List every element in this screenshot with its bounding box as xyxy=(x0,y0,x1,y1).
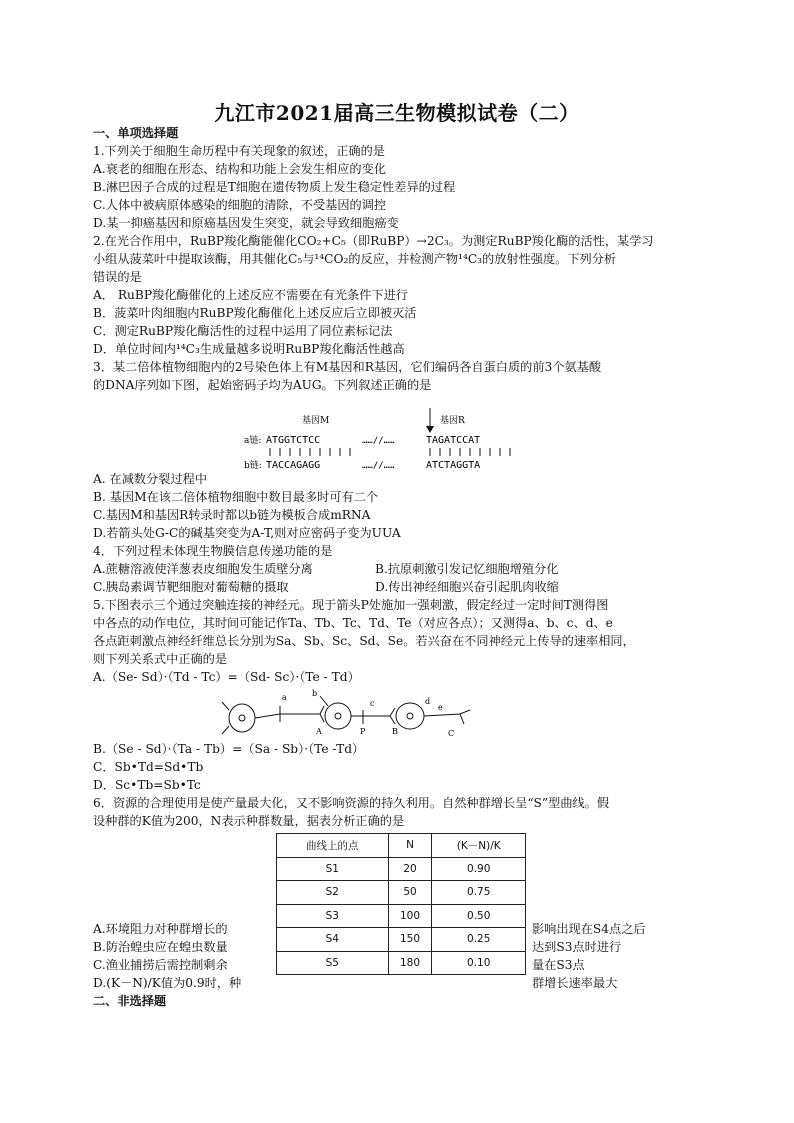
table-cell: S1 xyxy=(277,857,389,881)
q6-option-a-left: A.环境阻力对种群增长的 xyxy=(93,922,228,936)
q1-option-b: B.淋巴因子合成的过程是T细胞在遗传物质上发生稳定性差异的过程 xyxy=(93,180,456,194)
strand-a-gap: ……//…… xyxy=(362,436,395,446)
q6-option-a-right: 影响出现在S4点之后 xyxy=(532,922,646,936)
gene-r-label: 基因R xyxy=(440,416,465,426)
q6-option-d-left: D.(K－N)/K值为0.9时，种 xyxy=(93,976,242,990)
label-d: d xyxy=(425,697,431,706)
neuron3-soma xyxy=(396,703,424,729)
table-cell: 0.50 xyxy=(432,904,526,928)
synapse-B xyxy=(390,708,395,724)
table-row xyxy=(277,857,526,881)
q4-stem: 4．下列过程未体现生物膜信息传递功能的是 xyxy=(93,544,333,558)
table-header-cell: (K－N)/K xyxy=(432,834,526,858)
strand-b-gap: ……//…… xyxy=(362,461,395,471)
q6-stem-line1: 6．资源的合理使用是使产量最大化，又不影响资源的持久利用。自然种群增长呈“S”型曲线。假 xyxy=(93,796,610,810)
q2-stem-line2: 小组从菠菜叶中提取该酶，用其催化C₅与¹⁴CO₂的反应，并检测产物¹⁴C₃的放射性强度。下列分析 xyxy=(93,252,617,266)
q6-option-b-left: B.防治蝗虫应在蝗虫数量 xyxy=(93,940,228,954)
strand-b-right: ATCTAGGTA xyxy=(426,460,481,471)
mutation-arrow-head xyxy=(426,426,434,433)
table-cell: S3 xyxy=(277,904,389,928)
neuron1-axon xyxy=(222,702,320,734)
q5-option-d: D．Sc•Tb=Sb•Tc xyxy=(93,778,201,792)
q3-option-b: B. 基因M在该二倍体植物细胞中数目最多时可有二个 xyxy=(93,490,379,504)
section-heading-single-choice: 一、单项选择题 xyxy=(93,126,179,140)
q1-stem: 1.下列关于细胞生命历程中有关现象的叙述，正确的是 xyxy=(93,144,385,158)
table-row xyxy=(277,881,526,905)
q4-option-c: C.胰岛素调节靶细胞对葡萄糖的摄取 xyxy=(93,580,289,594)
label-b: b xyxy=(312,689,318,698)
strand-a-right: TAGATCCAT xyxy=(426,435,481,446)
table-cell: 0.90 xyxy=(432,857,526,881)
q2-stem-line3: 错误的是 xyxy=(93,270,142,284)
q4-option-a: A.蔗糖溶液使洋葱表皮细胞发生质壁分离 xyxy=(93,562,313,576)
neuron1-nucleus xyxy=(239,715,245,721)
label-C: C xyxy=(448,729,455,738)
q5-stem-line3: 各点距刺激点神经纤维总长分别为Sa、Sb、Sc、Sd、Se。若兴奋在不同神经元上传导的速率相同， xyxy=(93,634,635,648)
q1-option-d: D.某一抑癌基因和原癌基因发生突变，就会导致细胞癌变 xyxy=(93,216,399,230)
strand-a-left: ATGGTCTCC xyxy=(266,435,321,446)
q5-stem-line4: 则下列关系式中正确的是 xyxy=(93,652,228,666)
label-e: e xyxy=(438,703,443,712)
q2-option-c: C．测定RuBP羧化酶活性的过程中运用了同位素标记法 xyxy=(93,324,393,338)
label-P: P xyxy=(360,727,366,736)
q5-stem-line2: 中各点的动作电位，其时间可能记作Ta、Tb、Tc、Td、Te（对应各点）；又测得a、b、c、d、e xyxy=(93,616,613,630)
neuron1-soma xyxy=(229,704,255,732)
population-table xyxy=(276,833,526,975)
table-cell: 20 xyxy=(388,857,432,881)
table-cell: 180 xyxy=(388,951,432,975)
q1-option-c: C.人体中被病原体感染的细胞的清除，不受基因的调控 xyxy=(93,198,387,212)
page-title: 九江市2021届高三生物模拟试卷（二） xyxy=(214,101,580,125)
label-B: B xyxy=(392,727,398,736)
neuron3-nucleus xyxy=(407,713,413,719)
strand-b-left: TACCAGAGG xyxy=(266,460,321,471)
label-a: a xyxy=(282,693,287,702)
q6-option-b-right: 达到S3点时进行 xyxy=(532,940,622,954)
neuron2-soma xyxy=(325,703,351,729)
q5-option-a: A.（Se- Sd）·（Td - Tc）=（Sd- Sc）·（Te - Td） xyxy=(93,670,360,684)
neuron2-nucleus xyxy=(335,713,341,719)
table-header-cell: N xyxy=(388,834,432,858)
table-cell: S2 xyxy=(277,881,389,905)
table-header-row xyxy=(277,834,526,858)
q2-stem-line1: 2.在光合作用中，RuBP羧化酶能催化CO₂+C₅（即RuBP）→2C₃。为测定RuBP羧化酶的活性，某学习 xyxy=(93,234,654,248)
q3-stem-line1: 3．某二倍体植物细胞内的2号染色体上有M基因和R基因，它们编码各自蛋白质的前3个氨基酸 xyxy=(93,360,602,374)
base-pair-bonds xyxy=(270,448,510,456)
strand-a-label: a链: xyxy=(244,436,262,446)
q6-option-d-right: 群增长速率最大 xyxy=(532,976,618,990)
q1-option-a: A.衰老的细胞在形态、结构和功能上会发生相应的变化 xyxy=(93,162,386,176)
q5-stem-line1: 5.下图表示三个通过突触连接的神经元。现于箭头P处施加一强刺激，假定经过一定时间T测得图 xyxy=(93,598,609,612)
q3-option-c: C.基因M和基因R转录时都以b链为模板合成mRNA xyxy=(93,508,371,522)
table-cell: 50 xyxy=(388,881,432,905)
table-row xyxy=(277,904,526,928)
q2-option-d: D．单位时间内¹⁴C₃生成量越多说明RuBP羧化酶活性越高 xyxy=(93,342,405,356)
q4-option-d: D.传出神经细胞兴奋引起肌肉收缩 xyxy=(375,580,559,594)
table-cell: 0.10 xyxy=(432,951,526,975)
table-cell: 100 xyxy=(388,904,432,928)
neuron-chain-figure xyxy=(220,688,475,748)
table-header-cell: 曲线上的点 xyxy=(277,834,389,858)
gene-m-label: 基因M xyxy=(302,416,330,426)
table-row xyxy=(277,951,526,975)
q2-option-a: A． RuBP羧化酶催化的上述反应不需要在有光条件下进行 xyxy=(93,288,408,302)
table-row xyxy=(277,928,526,952)
section-heading-non-choice: 二、非选择题 xyxy=(93,994,167,1008)
table-cell: 150 xyxy=(388,928,432,952)
q2-option-b: B．菠菜叶肉细胞内RuBP羧化酶催化上述反应后立即被灭活 xyxy=(93,306,417,320)
q4-option-b: B.抗原刺激引发记忆细胞增殖分化 xyxy=(375,562,559,576)
q5-option-c: C．Sb•Td=Sd•Tb xyxy=(93,760,204,774)
synapse-A xyxy=(320,706,324,722)
q3-option-a: A. 在减数分裂过程中 xyxy=(93,472,208,486)
strand-b-label: b链: xyxy=(244,461,262,471)
table-cell: S4 xyxy=(277,928,389,952)
neuron3-axon xyxy=(424,710,470,724)
table-cell: 0.25 xyxy=(432,928,526,952)
q3-option-d: D.若箭头处G-C的碱基突变为A-T,则对应密码子变为UUA xyxy=(93,526,401,540)
table-cell: S5 xyxy=(277,951,389,975)
q6-stem-line2: 设种群的K值为200，N表示种群数量，据表分析正确的是 xyxy=(93,814,405,828)
q3-stem-line2: 的DNA序列如下图，起始密码子均为AUG。下列叙述正确的是 xyxy=(93,378,432,392)
dna-sequence-figure xyxy=(230,408,530,478)
q6-option-c-left: C.渔业捕捞后需控制剩余 xyxy=(93,958,228,972)
label-A: A xyxy=(316,727,322,736)
label-c: c xyxy=(370,699,375,708)
table-cell: 0.75 xyxy=(432,881,526,905)
q6-option-c-right: 量在S3点 xyxy=(532,958,585,972)
q5-option-b: B.（Se - Sd）·（Ta - Tb）=（Sa - Sb）·（Te -Td） xyxy=(93,742,365,756)
